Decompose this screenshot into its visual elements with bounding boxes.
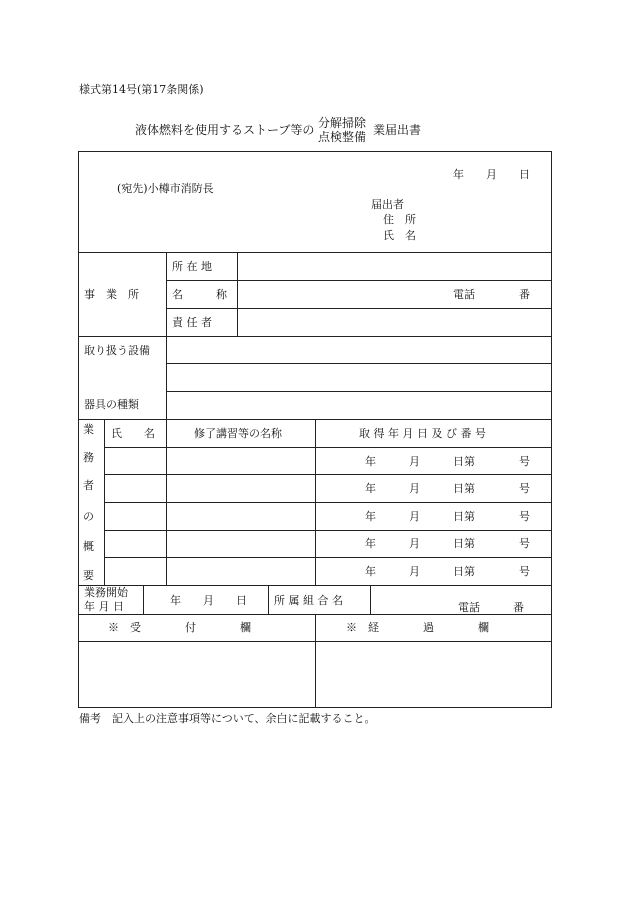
- worker-row-3-date: 年 月 日第 号: [365, 510, 530, 523]
- worker-row-5-date: 年 月 日第 号: [365, 565, 530, 578]
- worker-row-2-date: 年 月 日第 号: [365, 482, 530, 495]
- title-main: 液体燃料を使用するストーブ等の: [135, 123, 315, 137]
- equipment-label-line2: 器具の種類: [84, 398, 139, 411]
- rule-association-label-col: [370, 585, 371, 614]
- workers-vertical-char-4: の: [83, 510, 94, 523]
- reception-progress-label: ※ 経 過 欄: [346, 621, 489, 634]
- rule-worker-vertical-col: [104, 419, 105, 585]
- rule-reception-col: [315, 614, 316, 708]
- worker-row-1-date: 年 月 日第 号: [365, 455, 530, 468]
- date-field: 年 月 日: [453, 168, 530, 181]
- association-phone: 電話 番: [458, 601, 524, 614]
- workers-vertical-char-1: 業: [83, 423, 94, 436]
- rule-worker-2: [104, 502, 552, 503]
- rule-start-date-col: [268, 585, 269, 614]
- form-number: 様式第14号(第17条関係): [79, 83, 204, 96]
- worker-row-4-date: 年 月 日第 号: [365, 537, 530, 550]
- rule-sublabel-col: [237, 252, 238, 336]
- rule-label-col: [166, 252, 167, 419]
- start-label-top: 業務開始: [84, 586, 128, 599]
- worker-name-header: 氏 名: [111, 427, 155, 440]
- notifier-label: 届出者: [371, 198, 404, 211]
- rule-start-label-col: [143, 585, 144, 614]
- office-manager-label: 責 任 者: [172, 316, 212, 329]
- title-suffix: 業届出書: [373, 123, 422, 137]
- rule-office-bottom: [78, 336, 552, 337]
- office-phone-label: 電話 番: [453, 288, 530, 301]
- rule-office-2: [166, 308, 552, 309]
- notifier-name-label: 氏 名: [383, 229, 416, 242]
- office-name-label: 名 称: [172, 288, 227, 301]
- rule-worker-name-col: [166, 419, 167, 585]
- rule-worker-bottom: [78, 585, 552, 586]
- rule-header-bottom: [78, 252, 552, 253]
- rule-office-1: [166, 280, 552, 281]
- association-label: 所 属 組 合 名: [274, 594, 343, 607]
- rule-equipment-1: [166, 363, 552, 364]
- equipment-label-line1: 取り扱う設備: [84, 344, 150, 357]
- rule-equipment-2: [166, 391, 552, 392]
- rule-worker-course-col: [315, 419, 316, 585]
- rule-worker-header: [104, 447, 552, 448]
- rule-worker-1: [104, 474, 552, 475]
- workers-vertical-char-6: 要: [83, 569, 94, 582]
- business-office-label: 事 業 所: [84, 288, 139, 301]
- rule-worker-3: [104, 530, 552, 531]
- note: 備考 記入上の注意事項等について、余白に記載すること。: [79, 712, 376, 725]
- workers-vertical-char-2: 務: [83, 451, 94, 464]
- addressee: (宛先)小樽市消防長: [117, 182, 214, 195]
- start-label-bottom: 年 月 日: [84, 600, 124, 613]
- notifier-address-label: 住 所: [383, 213, 416, 226]
- title-option-top: 分解掃除: [318, 116, 367, 130]
- worker-acquired-header: 取 得 年 月 日 及 び 番 号: [359, 427, 486, 440]
- rule-worker-4: [104, 557, 552, 558]
- start-date: 年 月 日: [170, 594, 247, 607]
- reception-received-label: ※ 受 付 欄: [108, 621, 251, 634]
- workers-vertical-char-3: 者: [83, 479, 94, 492]
- worker-course-header: 修了講習等の名称: [194, 427, 282, 440]
- title-option-bottom: 点検整備: [318, 130, 367, 144]
- office-location-label: 所 在 地: [172, 260, 212, 273]
- workers-vertical-char-5: 概: [83, 540, 94, 553]
